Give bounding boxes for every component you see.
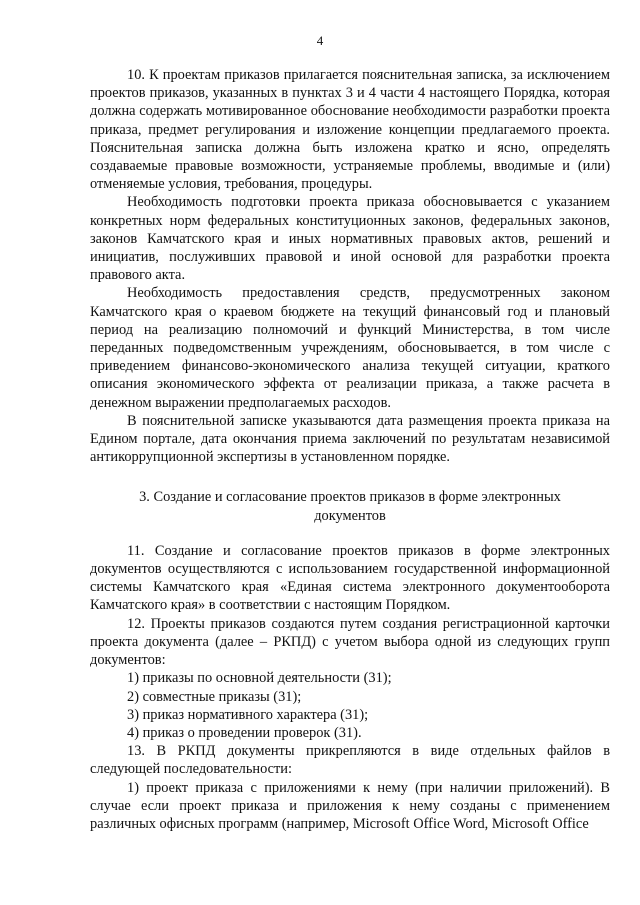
document-group-item: 4) приказ о проведении проверок (31). <box>127 724 362 741</box>
paragraph-13: 13. В РКПД документы прикрепляются в виде отдельных файлов в следующей последовательности: <box>90 743 610 778</box>
paragraph-12: 12. Проекты приказов создаются путем создания регистрационной карточки проекта документа (далее – РКПД) с учетом выбора одной из следующих групп документов: <box>90 615 610 669</box>
paragraph-justification: Необходимость подготовки проекта приказа обосновывается с указанием конкретных норм федеральных конституционных законов, федеральных законов, законов Камчатского края и иных нормативных правовых актов, решений и инициатив, послуживших правовой и иной основой для разработки проекта правового акта. <box>90 194 610 284</box>
section-heading: 3. Создание и согласование проектов приказов в форме электронных документов <box>139 489 561 524</box>
paragraph-portal-dates: В пояснительной записке указываются дата размещения проекта приказа на Едином портале, дата окончания приема заключений по результатам независимой антикоррупционной экспертизы в установленном порядке. <box>90 412 610 466</box>
document-body <box>90 66 610 833</box>
document-group-item: 1) приказы по основной деятельности (31); <box>127 670 392 687</box>
paragraph-10: 10. К проектам приказов прилагается пояснительная записка, за исключением проектов приказов, указанных в пунктах 3 и 4 части 4 настоящего Порядка, которая должна содержать мотивированное обоснование необходимости разработки проекта приказа, предмет регулирования и изложение концепции предлагаемого проекта. Пояснительная записка должна быть изложена кратко и ясно, определять создаваемые правовые возможности, устраняемые проблемы, вводимые и (или) отменяемые условия, требования, процедуры. <box>90 67 610 193</box>
document-group-item: 2) совместные приказы (31); <box>127 688 302 705</box>
paragraph-funding: Необходимость предоставления средств, предусмотренных законом Камчатского края о краевом бюджете на текущий финансовый год и плановый период на реализацию полномочий и функций Министерства, в том числе переданных подведомственным учреждениям, обосновывается, в том числе с приведением финансово-экономического анализа текущей ситуации, краткого описания экономического эффекта от реализации приказа, а также расчета в денежном выражении предполагаемых расходов. <box>90 285 610 411</box>
page-number: 4 <box>316 33 324 48</box>
paragraph-11: 11. Создание и согласование проектов приказов в форме электронных документов осуществляются с использованием государственной информационной системы Камчатского края «Единая система электронного документооборота Камчатского края» в соответствии с настоящим Порядком. <box>90 542 610 614</box>
document-group-item: 3) приказ нормативного характера (31); <box>127 706 369 723</box>
paragraph-13-item-1: 1) проект приказа с приложениями к нему (при наличии приложений). В случае если проект приказа и приложения к нему созданы с применением различных офисных программ (например, Microsoft Office Word, Microsoft Office <box>90 779 610 832</box>
